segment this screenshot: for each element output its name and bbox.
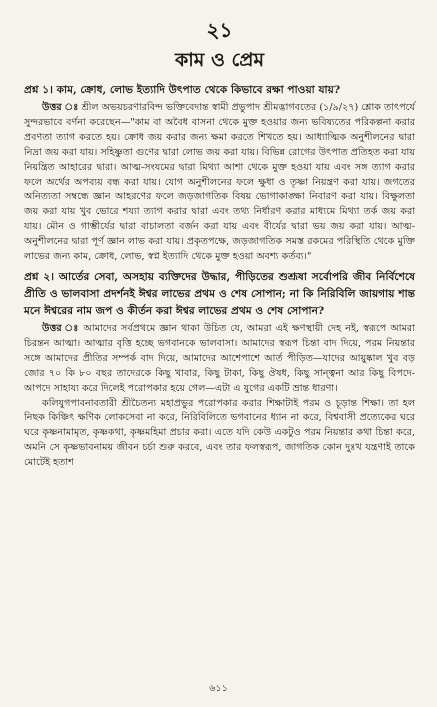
answer-2-continued: [24, 397, 415, 472]
question-1: প্রশ্ন ১। কাম, ক্রোধ, লোভ ইত্যাদি উৎপাত থেকে কিভাবে রক্ষা পাওয়া যায়?: [24, 84, 341, 96]
answer-2-lead: উত্তর ঃ: [42, 322, 80, 334]
answer-1-text: শ্রীল অভয়চরণারবিন্দ ভক্তিবেদান্ত স্বামী প্রভুপাদ শ্রীমদ্ভাগবতের (১/৯/২৭) শ্লোক তাৎপর্যে সুন্দরভাবে বর্ণনা করেছেন—"কাম বা অবৈধ বাসনা থেকে মুক্ত হওয়ার জন্য ভবিষ্যতের পরিকল্পনা করার প্রবণতা ত্যাগ করতে হয়। ক্রোধ জয় করার জন্য ক্ষমা করতে শিখতে হয়। আধ্যাত্মিক অনুশীলনের দ্বারা নিদ্রা জয় করা যায়। সহিষ্ণুতা গুণের দ্বারা লোভ জয় করা যায়। বিভিন্ন রোগের উৎপাত প্রতিহত করা যায় নিয়ন্ত্রিত আহারের দ্বারা। আত্ম-সংযমের দ্বারা মিথ্যা আশা থেকে মুক্ত হওয়া যায় এবং সঙ্গ ত্যাগ করার ফলে অর্থের অপব্যয় বন্ধ করা যায়। যোগ অনুশীলনের ফলে ক্ষুধা ও তৃষ্ণা নিয়ন্ত্রণ করা যায়। জগতের অনিত্যতা সম্বন্ধে জ্ঞান আহরণের ফলে জড়জাগতিক বিষয় ভোগাকাঙ্ক্ষা নিবারণ করা যায়। বিক্ষুলতা জয় করা যায় খুব ভোরে শয্যা ত্যাগ করার দ্বারা এবং তথ্য নির্ধারণ করার মাধ্যমে মিথ্যা তর্ক জয় করা যায়। মৌন ও গাম্ভীর্যের দ্বারা বাচালতা বর্জন করা যায় এবং বীর্যের দ্বারা ভয় জয় করা যায়। আত্ম-অনুশীলনের দ্বারা পূর্ণ জ্ঞান লাভ করা যায়। প্রকৃতপক্ষে, জড়জাগতিক সমস্ত রকমের পরিস্থিতি থেকে মুক্তি লাভের জন্য কাম, ক্রোধ, লোভ, স্বপ্ন ইত্যাদি থেকে মুক্ত হওয়া অবশ্য কর্তব্য।": [24, 102, 415, 263]
answer-2: [24, 322, 415, 397]
answer-1-lead: উত্তর ঃ: [42, 102, 79, 113]
answer-2-continued-text: কলিযুগপাবনাবতারী শ্রীচৈতন্য মহাপ্রভুর পরোপকার করার শিক্ষাটাই পরম ও চূড়ান্ত শিক্ষা। তা হল নিছক কিঞ্চিৎ ক্ষণিক লোকসেবা না করে, নিরিবিলিতে ভগবানের ধ্যান না করে, বিশ্ববাসী প্রত্যেকের ঘরে ঘরে কৃষ্ণনামামৃত, কৃষ্ণকথা, কৃষ্ণমহিমা প্রচার করা। এতে যদি কেউ একটুও পরম নিয়ন্তার কথা চিন্তা করে, অমনি সে কৃষ্ণভাবনাময় জীবন চর্চা শুরু করবে, এবং তার ফলস্বরূপ, জাগতিক কোন দুঃখ যন্ত্রণাই তাকে মোটেই হতাশ: [24, 397, 415, 469]
page-number: ৬১১: [209, 683, 228, 694]
answer-1: [24, 101, 415, 265]
question-2: প্রশ্ন ২। আর্তের সেবা, অসহায় ব্যক্তিদের উদ্ধার, পীড়িতের শুশ্রূষা সর্বোপরি জীব নির্বিশেষে প্রীতি ও ভালবাসা প্রদর্শনই ঈশ্বর লাভের প্রথম ও শেষ সোপান; না কি নিরিবিলি জায়গায় শান্ত মনে ঈশ্বরের নাম জপ ও কীর্তন করা ঈশ্বর লাভের প্রথম ও শেষ সোপান?: [24, 270, 415, 317]
chapter-number: ২১: [206, 18, 233, 42]
answer-2-text: আমাদের সর্বপ্রথমে জ্ঞান থাকা উচিত যে, আমরা এই ক্ষণস্থায়ী দেহ নই, স্বরূপে আমরা চিরন্তন আত্মা। আত্মার বৃত্তি হচ্ছে ভগবানকে ভালবাসা। আমাদের স্বরূপ চিন্তা বাদ দিয়ে, পরম নিয়ন্তার সঙ্গে আমাদের প্রীতির সম্পর্ক বাদ দিয়ে, আমাদের আশেপাশে আর্ত পীড়িত—যাদের আয়ুষ্কাল খুব বড় জোর ৭০ কি ৮০ বছর তাদেরকে কিছু খাবার, কিছু টাকা, কিছু ঔষধ, কিছু সান্ত্বনা আর কিছু বিপদে-আপদে সাহায্য করে দিলেই পরোপকার হয়ে গেল—এটা এ যুগের একটি ভ্রান্ত ধারণা।: [24, 322, 415, 394]
chapter-title: কাম ও প্রেম: [174, 49, 264, 71]
